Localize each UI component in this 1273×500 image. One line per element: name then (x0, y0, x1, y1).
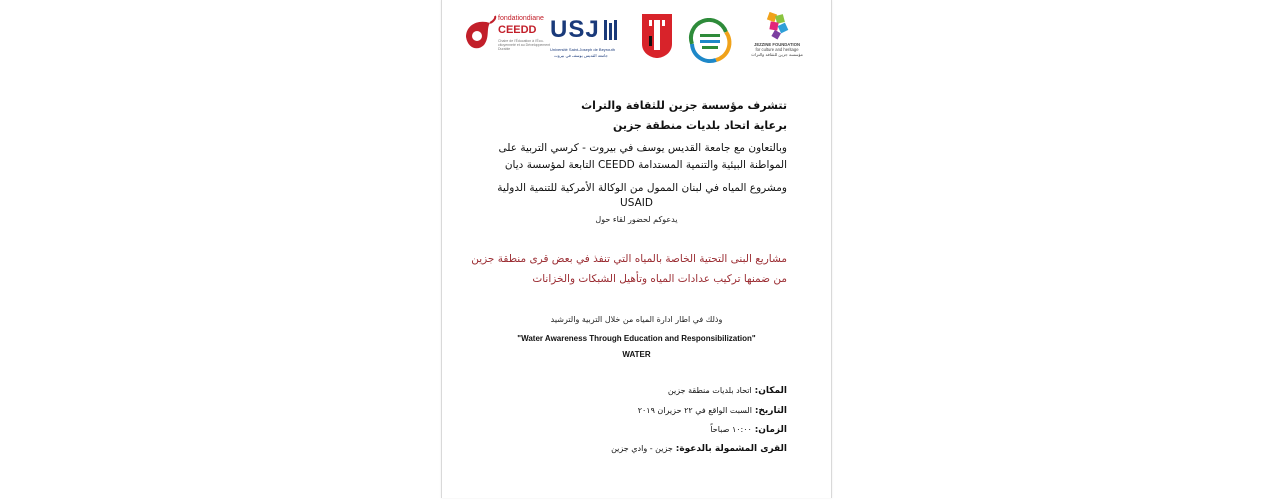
partners-line-1: وبالتعاون مع جامعة القديس يوسف في بيروت - كرسي التربية على (498, 142, 787, 154)
jezzine-line-3: مؤسسة جزين للثقافة والتراث (751, 52, 803, 57)
place-label: المكان: (754, 386, 787, 396)
detail-villages (611, 444, 787, 454)
place-value: اتحاد بلديات منطقة جزين (667, 386, 752, 395)
usj-logo (550, 16, 622, 60)
context-text: وذلك في اطار ادارة المياه من خلال التربية والترشيد (550, 315, 723, 324)
jezzine-line-2: for culture and heritage (755, 47, 799, 52)
partners-line-2: المواطنة البيئية والتنمية المستدامة CEEDD التابعة لمؤسسة ديان (504, 159, 787, 171)
date-label: التاريخ: (754, 406, 787, 416)
usj-emblem-icon (640, 12, 674, 60)
partners-line-3: ومشروع المياه في لبنان الممول من الوكالة الأمركية للتنمية الدولية (497, 182, 787, 194)
usj-bars-icon (604, 20, 618, 40)
acronym: WATER (622, 350, 651, 359)
time-value: ١٠:٠٠ صباحاً (710, 425, 752, 434)
water-project-logo (686, 18, 734, 64)
jezzine-foundation-logo (742, 11, 812, 63)
water-circle-icon (686, 18, 734, 64)
ceedd-leaf-icon (460, 15, 500, 55)
ceedd-foundation-text: fondationdiane (498, 15, 544, 22)
usj-emblem-logo (640, 12, 674, 60)
topic-line-1: مشاريع البنى التحتية الخاصة بالمياه التي تنفذ في بعض قرى منطقة جزين (471, 253, 787, 265)
detail-place (668, 386, 787, 396)
date-value: السبت الواقع في ٢٢ حزيران ٢٠١٩ (637, 406, 752, 415)
ceedd-caption: Chaire de l'Éducation à l'Éco-citoyenneté et au Développement Durable (498, 39, 551, 51)
jezzine-line-1: JEZZINE FOUNDATION (754, 42, 800, 47)
partners-usaid: USAID (620, 197, 653, 209)
usj-arabic-name: جامعة القديس يوسف في بيروت (554, 53, 608, 58)
logo-bar (442, 0, 831, 70)
heading-line-1: تتشرف مؤسسة جزين للثقافة والتراث (581, 99, 787, 112)
usj-name: USJ (550, 16, 600, 43)
invite-text: يدعوكم لحضور لقاء حول (595, 215, 678, 224)
topic-line-2: من ضمنها تركيب عدادات المياه وتأهيل الشبكات والخزانات (532, 273, 787, 285)
heading-line-2: برعاية اتحاد بلديات منطقة جزين (612, 119, 787, 132)
villages-value: جزين - وادي جزين (611, 444, 673, 453)
jezzine-foundation-text (742, 42, 812, 57)
jezzine-squares-icon (742, 11, 812, 41)
villages-label: القرى المشمولة بالدعوة: (675, 444, 787, 454)
usj-french-name: Université Saint-Joseph de Beyrouth (550, 47, 615, 52)
time-label: الزمان: (754, 425, 787, 435)
ceedd-name: CEEDD (498, 24, 537, 36)
ceedd-logo (460, 13, 560, 58)
detail-date (638, 406, 787, 416)
english-title: "Water Awareness Through Education and Responsibilization" (517, 334, 756, 343)
invitation-page (441, 0, 832, 498)
detail-time (710, 425, 787, 435)
